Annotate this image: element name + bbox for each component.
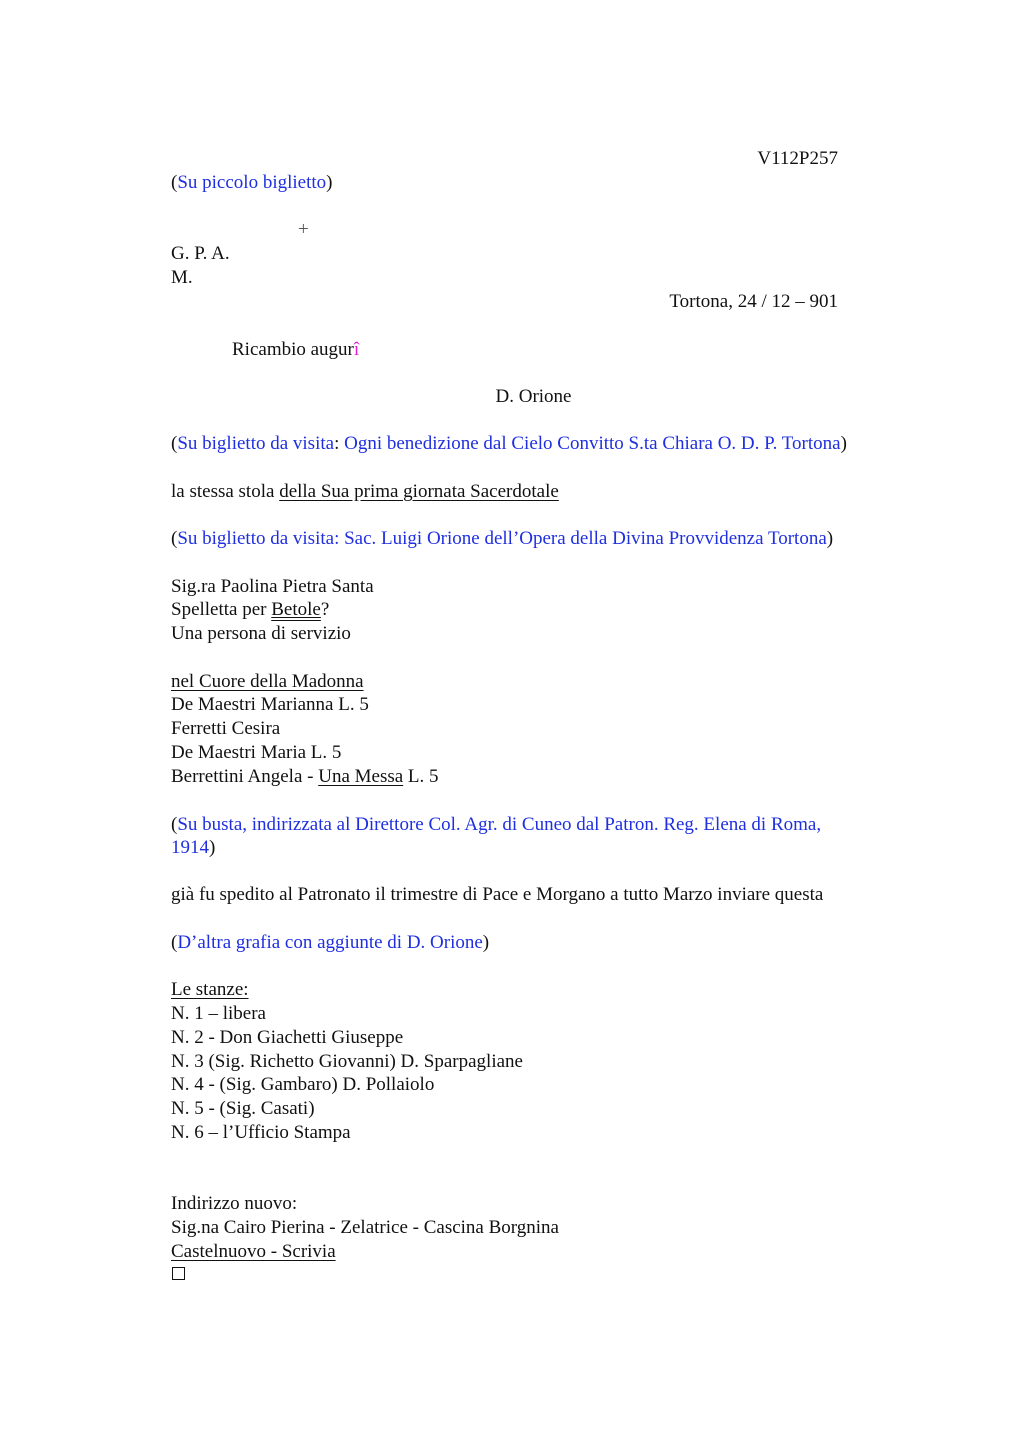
madonna-heading: nel Cuore della Madonna (171, 671, 364, 692)
document-code: V112P257 (757, 148, 838, 169)
address-line-1: Sig.na Cairo Pierina - Zelatrice - Cascina Borgnina (171, 1217, 559, 1238)
stola-plain: la stessa stola (171, 481, 280, 502)
madonna-line-4 (171, 765, 439, 788)
madonna-line-4-pre: Berrettini Angela - (171, 766, 319, 787)
madonna-line-4-mass: Una Messa (318, 766, 404, 787)
address-heading: Indirizzo nuovo: (171, 1193, 298, 1214)
madonna-line-4-post: L. 5 (403, 766, 439, 787)
paren-close: ) (826, 528, 834, 549)
note-other-handwriting (171, 931, 489, 954)
paren-open: ( (171, 528, 178, 549)
note-visiting-card-2 (171, 527, 833, 550)
stanza-item: N. 4 - (Sig. Gambaro) D. Pollaiolo (171, 1074, 435, 1095)
person-line-3: Una persona di servizio (171, 623, 351, 644)
signature: D. Orione (495, 386, 572, 407)
greeting (232, 338, 359, 361)
stola-underlined: della Sua prima giornata Sacerdotale (279, 481, 559, 502)
header-line-2: M. (171, 267, 193, 288)
note-visiting-card-1 (171, 432, 847, 455)
editorial-note-label: Su biglietto da visita (177, 433, 335, 454)
note-small-ticket (171, 171, 332, 194)
person-line-2 (171, 598, 329, 621)
paren-open: ( (171, 172, 178, 193)
paren-open: ( (171, 814, 178, 835)
madonna-line-1: De Maestri Marianna L. 5 (171, 694, 369, 715)
editorial-note-text: Su busta, indirizzata al Direttore Col. Agr. di Cuneo dal Patron. Reg. Elena di Roma, (177, 814, 822, 835)
person-line-2-pre: Spelletta per (171, 599, 272, 620)
editorial-note-text: D’altra grafia con aggiunte di D. Orione (177, 932, 483, 953)
patronato-line: già fu spedito al Patronato il trimestre di Pace e Morgano a tutto Marzo inviare questa (171, 884, 824, 905)
stanze-heading: Le stanze: (171, 979, 249, 1000)
editorial-note-text: Ogni benedizione dal Cielo Convitto S.ta Chiara O. D. P. Tortona (344, 433, 841, 454)
stanza-item: N. 1 – libera (171, 1003, 266, 1024)
stanza-item: N. 5 - (Sig. Casati) (171, 1098, 315, 1119)
colon: : (334, 433, 345, 454)
person-line-2-place: Betole (271, 599, 321, 620)
stanza-item: N. 3 (Sig. Richetto Giovanni) D. Sparpagliane (171, 1051, 523, 1072)
madonna-line-2: Ferretti Cesira (171, 718, 281, 739)
paren-open: ( (171, 932, 178, 953)
editorial-note-year: 1914 (171, 837, 209, 858)
stanza-item: N. 6 – l’Ufficio Stampa (171, 1122, 351, 1143)
greeting-accent: î (353, 339, 360, 360)
editorial-note-text: Su biglietto da visita: Sac. Luigi Orione dell’Opera della Divina Provvidenza Tortona (177, 528, 827, 549)
paren-close: ) (326, 172, 333, 193)
square-symbol-icon (172, 1267, 185, 1280)
madonna-line-3: De Maestri Maria L. 5 (171, 742, 342, 763)
stola-line (171, 480, 559, 503)
person-line-1: Sig.ra Paolina Pietra Santa (171, 576, 374, 597)
stanza-item: N. 2 - Don Giachetti Giuseppe (171, 1027, 404, 1048)
paren-close: ) (840, 433, 847, 454)
editorial-note-text: Su piccolo biglietto (177, 172, 327, 193)
note-envelope-line-2 (171, 836, 215, 859)
person-line-2-post: ? (320, 599, 330, 620)
cross-symbol: + (298, 219, 309, 240)
paren-close: ) (209, 837, 216, 858)
note-envelope-line-1 (171, 813, 821, 836)
paren-open: ( (171, 433, 178, 454)
greeting-main: Ricambio augur (232, 339, 354, 360)
paren-close: ) (482, 932, 490, 953)
header-line-1: G. P. A. (171, 243, 230, 264)
dateline: Tortona, 24 / 12 – 901 (669, 291, 838, 312)
address-line-2: Castelnuovo - Scrivia (171, 1241, 336, 1262)
